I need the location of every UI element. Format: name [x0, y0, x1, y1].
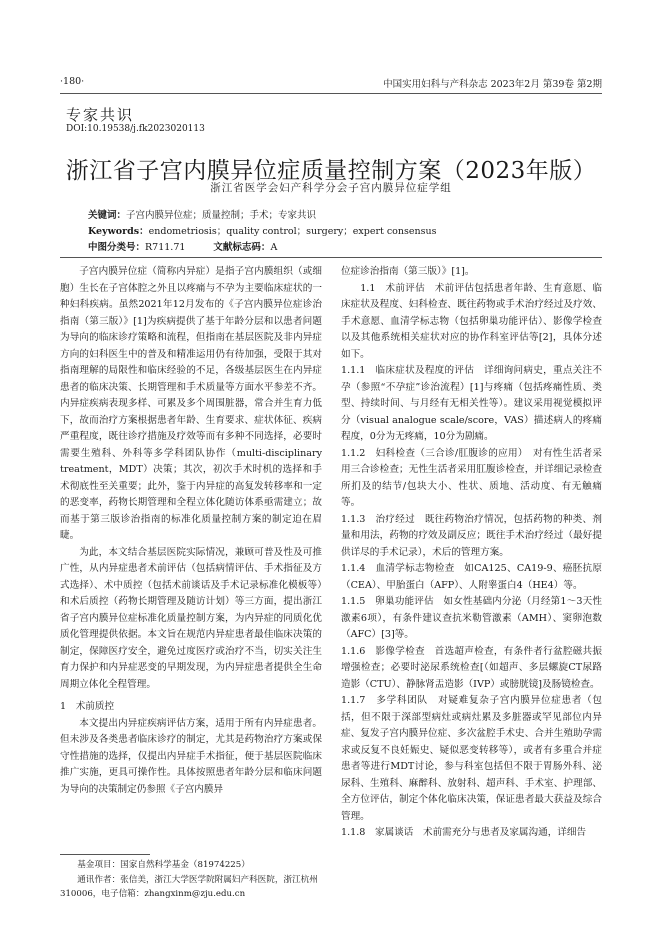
article-title: 浙江省子宫内膜异位症质量控制方案（2023年版） [65, 158, 597, 184]
footnotes [60, 858, 322, 902]
keywords-cn: 关键词：子宫内膜异位症；质量控制；手术；专家共识 [88, 210, 317, 221]
section-1-1-5: 1.1.5 卵巢功能评估 如女性基础内分泌（月经第1～3天性激素6项），有条件建议查抗米勒管激素（AMH）、窦卵泡数（AFC）[3]等。 [341, 596, 602, 640]
authors: 浙江省医学会妇产科学分会子宫内膜异位症学组 [210, 182, 452, 194]
section-1-1-8: 1.1.8 家属谈话 术前需充分与患者及家属沟通，详细告 [341, 827, 587, 838]
section-1-1-2: 1.1.2 妇科检查（三合诊/肛腹诊的应用） 对有性生活者采用三合诊检查；无性生活者采用肛腹诊检查，并详细记录检查所扪及的结节/包块大小、性状、质地、活动度、有无触痛等。 [341, 447, 602, 508]
right-paragraph-0: 位症诊治指南（第三版）》[1]。 [341, 266, 475, 277]
section-1-1-3: 1.1.3 治疗经过 既往药物治疗情况，包括药物的种类、剂量和用法，药物的疗效及副反应；既往手术治疗经过（最好提供详尽的手术记录），术后的管理方案。 [341, 513, 602, 558]
abstract-rule [60, 257, 602, 258]
section-1-1-4: 1.1.4 血清学标志物检查 如CA125、CA19-9、癌胚抗原（CEA）、甲胎蛋白（AFP）、人附睾蛋白4（HE4）等。 [341, 563, 602, 591]
section-1-1-7: 1.1.7 多学科团队 对疑难复杂子宫内膜异位症患者（包括，但不限于深部型病灶或病灶累及多脏器或罕见部位内异症、复发子宫内膜异位症、多次盆腔手术史、合并生殖助孕需求或反复不良妊娠史、疑似恶变转移等），或者有多重合并症患者等进行MDT讨论，参与科室包括但不限于胃肠外科、泌尿科、生殖科、麻醉科、放射科、超声科、手术室、护理部、全方位评估，制定个体化临床决策，保证患者最大获益及综合管理。 [341, 695, 602, 822]
keywords-en: Keywords：endometriosis；quality control；surgery；expert consensus [88, 226, 437, 237]
journal-info: 中国实用妇科与产科杂志 2023年2月 第39卷 第2期 [383, 79, 602, 90]
page-number: ·180· [60, 76, 85, 87]
fund-note: 基金项目：国家自然科学基金（81974225） [77, 860, 250, 870]
section-1-1-6: 1.1.6 影像学检查 首选超声检查，有条件者行盆腔磁共振增强检查；必要时泌尿系统检查[（如超声、多层螺旋CT尿路造影（CTU）、静脉肾盂造影（IVP）或膀胱镜]及肠镜检查。 [341, 645, 602, 690]
section-1-1: 1.1 术前评估 术前评估包括患者年龄、生育意愿、临床症状及程度、妇科检查、既往药物或手术治疗经过及疗效、手术意愿、血清学标志物（包括卵巢功能评估）、影像学检查以及其他系统相关症状对应的协作科室评估等[2]，具体分述如下。 [341, 282, 602, 360]
section-1-paragraph: 本文提出内异症疾病评估方案，适用于所有内异症患者。但未涉及各类患者临床诊疗的制定，尤其是药物治疗方案或保守性措施的选择，仅提出内异症手术指征，便于基层医院临床推广实施，更具可操作性。具体按照患者年龄分层和临床问题为导向的决策制定仍参照《子宫内膜异 [60, 717, 322, 795]
footnote-rule [60, 854, 150, 855]
header-rule [60, 93, 602, 94]
corresponding-author: 通讯作者：张信美，浙江大学医学院附属妇产科医院，浙江杭州 310006，电子信箱：zhangxinm@zju.edu.cn [60, 874, 318, 899]
keywords-block [88, 208, 608, 256]
intro-paragraph-2: 为此，本文结合基层医院实际情况，兼顾可普及性及可推广性，从内异症患者术前评估（包括病情评估、手术指征及方式选择）、术中质控（包括术前谈话及手术记录标准化模板等）和术后质控（药物长期管理及随访计划）等三方面，提出浙江省子宫内膜异位症标准化质量控制方案，为内异症的同质化优质化管理提供依据。本文旨在规范内异症患者最佳临床决策的制定，保障医疗安全，避免过度医疗或治疗不当，切实关注生育力保护和内异症恶变的早期发现，为内异症患者提供全生命周期立体化全程管理。 [60, 546, 322, 690]
doi: DOI:10.19538/j.fk2023020113 [66, 124, 205, 134]
section-1-1-1: 1.1.1 临床症状及程度的评估 详细询问病史，重点关注不孕（参照“不孕症”诊治流程）[1]与疼痛（包括疼痛性质、类型、持续时间、与月经有无相关性等）。建议采用视觉模拟评分（visual analogue scale/score，VAS）描述病人的疼痛程度，0分为无疼痛，10分为剧痛。 [341, 365, 602, 442]
intro-paragraph-1: 子宫内膜异位症（简称内异症）是指子宫内膜组织（或细胞）生长在子宫体腔之外且以疼痛与不孕为主要临床症状的一种妇科疾病。虽然2021年12月发布的《子宫内膜异位症诊治指南（第三版）》[1]为疾病提供了基于年龄分层和以患者问题为导向的临床诊疗策略和流程，但指南在基层医院及非内异症方向的妇科医生中的普及和精准运用仍有待加强，受限于其对指南理解的局限性和临床经验的不足，各级基层医生在内异症患者的临床决策、长期管理和手术质量等方面水平参差不齐。内异症疾病表现多样、可累及多个周围脏器，常合并生育力低下，故而治疗方案根据患者年龄、生育要求、症状体征、疾病严重程度，既往诊疗措施及疗效等而有多种不同选择，必要时需要生殖科、外科等多学科团队协作（multi-disciplinary treatment，MDT）决策；其次，初次手术时机的选择和手术彻底性至关重要；此外，鉴于内异症的高复发转移率和一定的恶变率，药物长期管理和全程立体化随访体系亟需建立；故而基于第三版诊治指南的标准化质量控制方案的制定迫在眉睫。 [60, 266, 322, 541]
section-1-heading: 1 术前质控 [60, 701, 115, 712]
right-column [341, 264, 602, 842]
left-column [60, 264, 322, 798]
article-category: 专家共识 [66, 106, 135, 124]
classification: 中图分类号：R711.71 文献标志码：A [88, 242, 278, 253]
